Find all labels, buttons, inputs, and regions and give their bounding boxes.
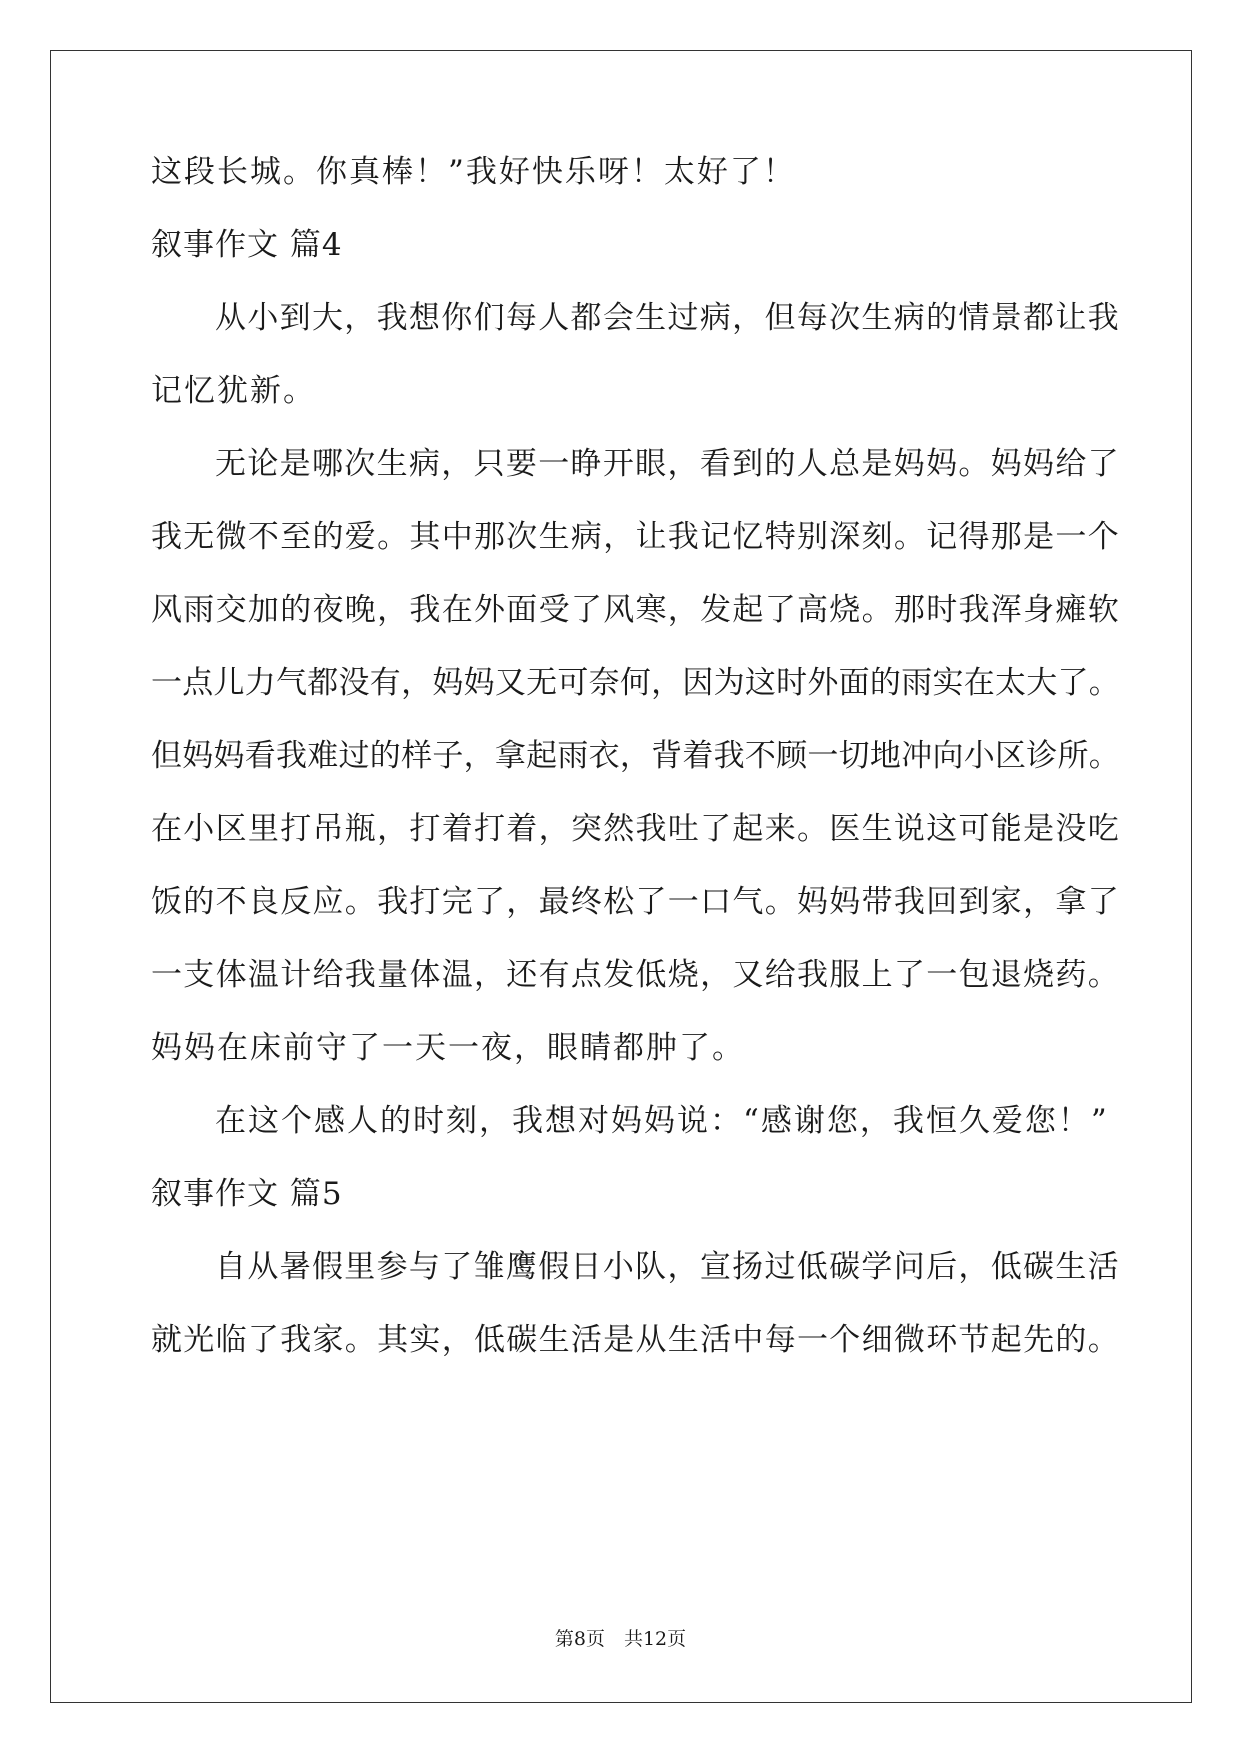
paragraph-line: 在这个感人的时刻，我想对妈妈说：“感谢您，我恒久爱您！”	[215, 1103, 1109, 1139]
paragraph-line: 一点儿力气都没有，妈妈又无可奈何，因为这时外面的雨实在太大了。	[151, 665, 1120, 701]
paragraph-line: 从小到大，我想你们每人都会生过病，但每次生病的情景都让我	[215, 300, 1120, 336]
paragraph-line: 但妈妈看我难过的样子，拿起雨衣，背着我不顾一切地冲向小区诊所。	[151, 738, 1120, 774]
paragraph-line: 风雨交加的夜晚，我在外面受了风寒，发起了高烧。那时我浑身瘫软	[151, 592, 1120, 628]
paragraph-line: 无论是哪次生病，只要一睁开眼，看到的人总是妈妈。妈妈给了	[215, 446, 1120, 482]
section-heading: 叙事作文 篇4	[151, 227, 343, 263]
paragraph-line: 我无微不至的爱。其中那次生病，让我记忆特别深刻。记得那是一个	[151, 519, 1120, 555]
section-heading: 叙事作文 篇5	[151, 1176, 343, 1212]
paragraph-line: 妈妈在床前守了一天一夜，眼睛都肿了。	[151, 1030, 745, 1066]
paragraph-line: 记忆犹新。	[151, 373, 316, 409]
paragraph-line: 一支体温计给我量体温，还有点发低烧，又给我服上了一包退烧药。	[151, 957, 1120, 993]
paragraph-line: 饭的不良反应。我打完了，最终松了一口气。妈妈带我回到家，拿了	[151, 884, 1120, 920]
paragraph-line: 自从暑假里参与了雏鹰假日小队，宣扬过低碳学问后，低碳生活	[215, 1249, 1120, 1285]
paragraph-line: 这段长城。你真棒！”我好快乐呀！太好了！	[151, 154, 796, 190]
paragraph-line: 在小区里打吊瓶，打着打着，突然我吐了起来。医生说这可能是没吃	[151, 811, 1120, 847]
page-number: 第8页 共12页	[554, 1628, 687, 1650]
paragraph-line: 就光临了我家。其实，低碳生活是从生活中每一个细微环节起先的。	[151, 1322, 1120, 1358]
